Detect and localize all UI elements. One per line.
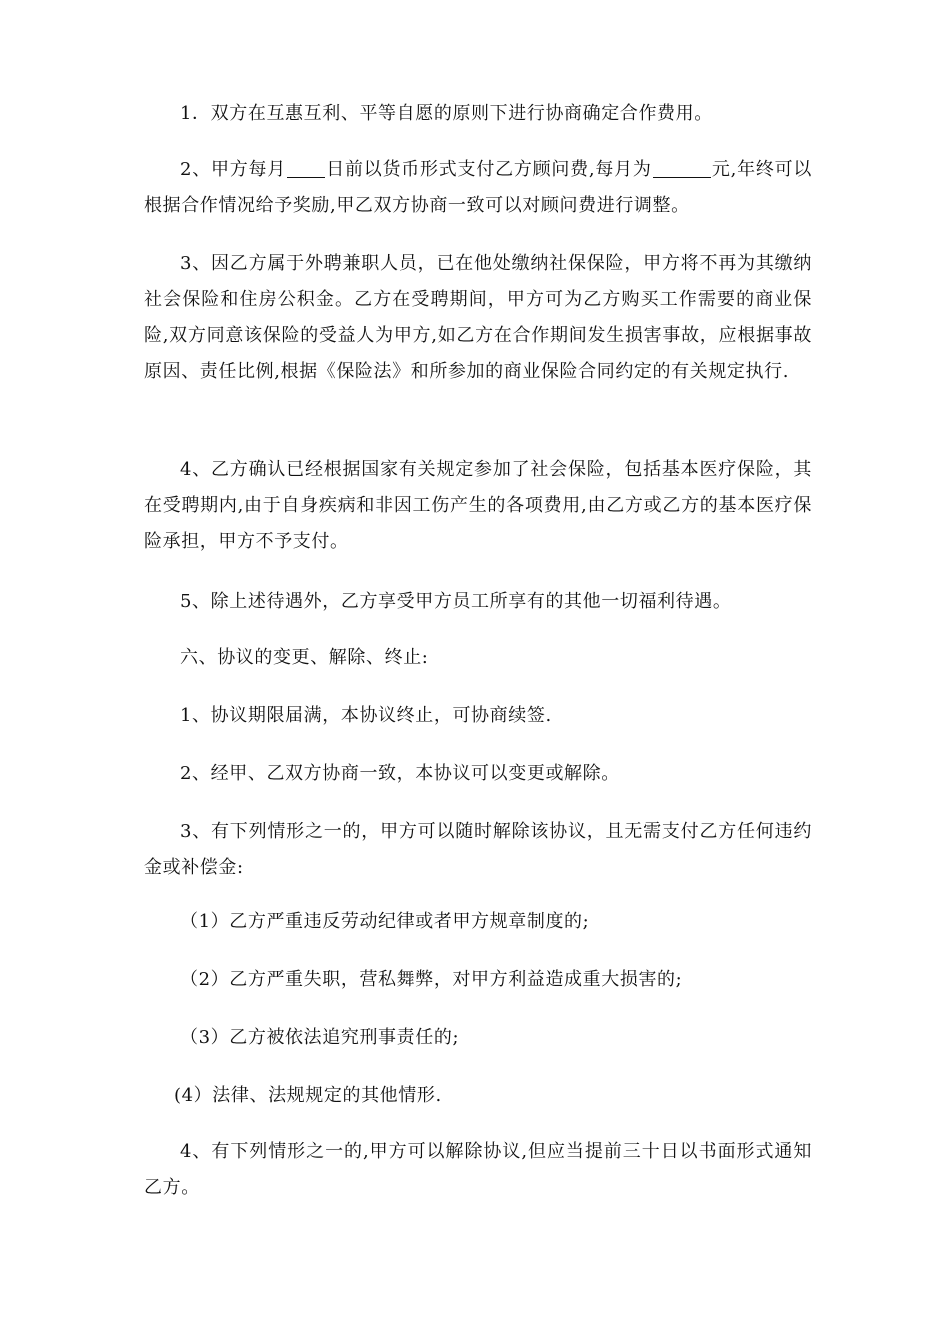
fee-text-part3: 元,年终可以根据合作情况给予奖励,甲乙双方协商一致可以对顾问费进行调整。 [144,159,812,216]
paragraph-immediate-termination: 3、有下列情形之一的，甲方可以随时解除该协议，且无需支付乙方任何违约金或补偿金: [144,821,812,878]
list-item-4: (4）法律、法规规定的其他情形. [174,1085,442,1106]
payment-day-blank [287,157,325,178]
paragraph-medical-insurance: 4、乙方确认已经根据国家有关规定参加了社会保险，包括基本医疗保险，其在受聘期内,由于自身疾病和非因工伤产生的各项费用,由乙方或乙方的基本医疗保险承担，甲方不予支付。 [144,459,812,552]
paragraph-mutual-agreement: 2、经甲、乙双方协商一致，本协议可以变更或解除。 [180,763,620,784]
fee-text-part1: 2、甲方每月 [180,159,287,180]
list-item-2: （2）乙方严重失职，营私舞弊，对甲方利益造成重大损害的; [180,969,683,990]
paragraph-notice-termination: 4、有下列情形之一的,甲方可以解除协议,但应当提前三十日以书面形式通知乙方。 [144,1141,812,1198]
list-item-3: （3）乙方被依法追究刑事责任的; [180,1027,460,1048]
monthly-amount-blank [653,157,711,178]
list-item-1: （1）乙方严重违反劳动纪律或者甲方规章制度的; [180,911,590,932]
paragraph-fee-principle: 1．双方在互惠互利、平等自愿的原则下进行协商确定合作费用。 [180,103,713,124]
fee-text-part2: 日前以货币形式支付乙方顾问费,每月为 [326,159,652,180]
paragraph-welfare: 5、除上述待遇外，乙方享受甲方员工所享有的其他一切福利待遇。 [180,591,732,612]
paragraph-social-insurance: 3、因乙方属于外聘兼职人员，已在他处缴纳社保保险，甲方将不再为其缴纳社会保险和住房公积金。乙方在受聘期间，甲方可为乙方购买工作需要的商业保险,双方同意该保险的受益人为甲方,如乙方在合作期间发生损害事故，应根据事故原因、责任比例,根据《保险法》和所参加的商业保险合同约定的有关规定执行. [144,253,812,382]
paragraph-consultant-fee [144,152,812,224]
paragraph-term-expiry: 1、协议期限届满，本协议终止，可协商续签. [180,705,552,726]
section-heading-change-termination: 六、协议的变更、解除、终止: [180,647,429,668]
